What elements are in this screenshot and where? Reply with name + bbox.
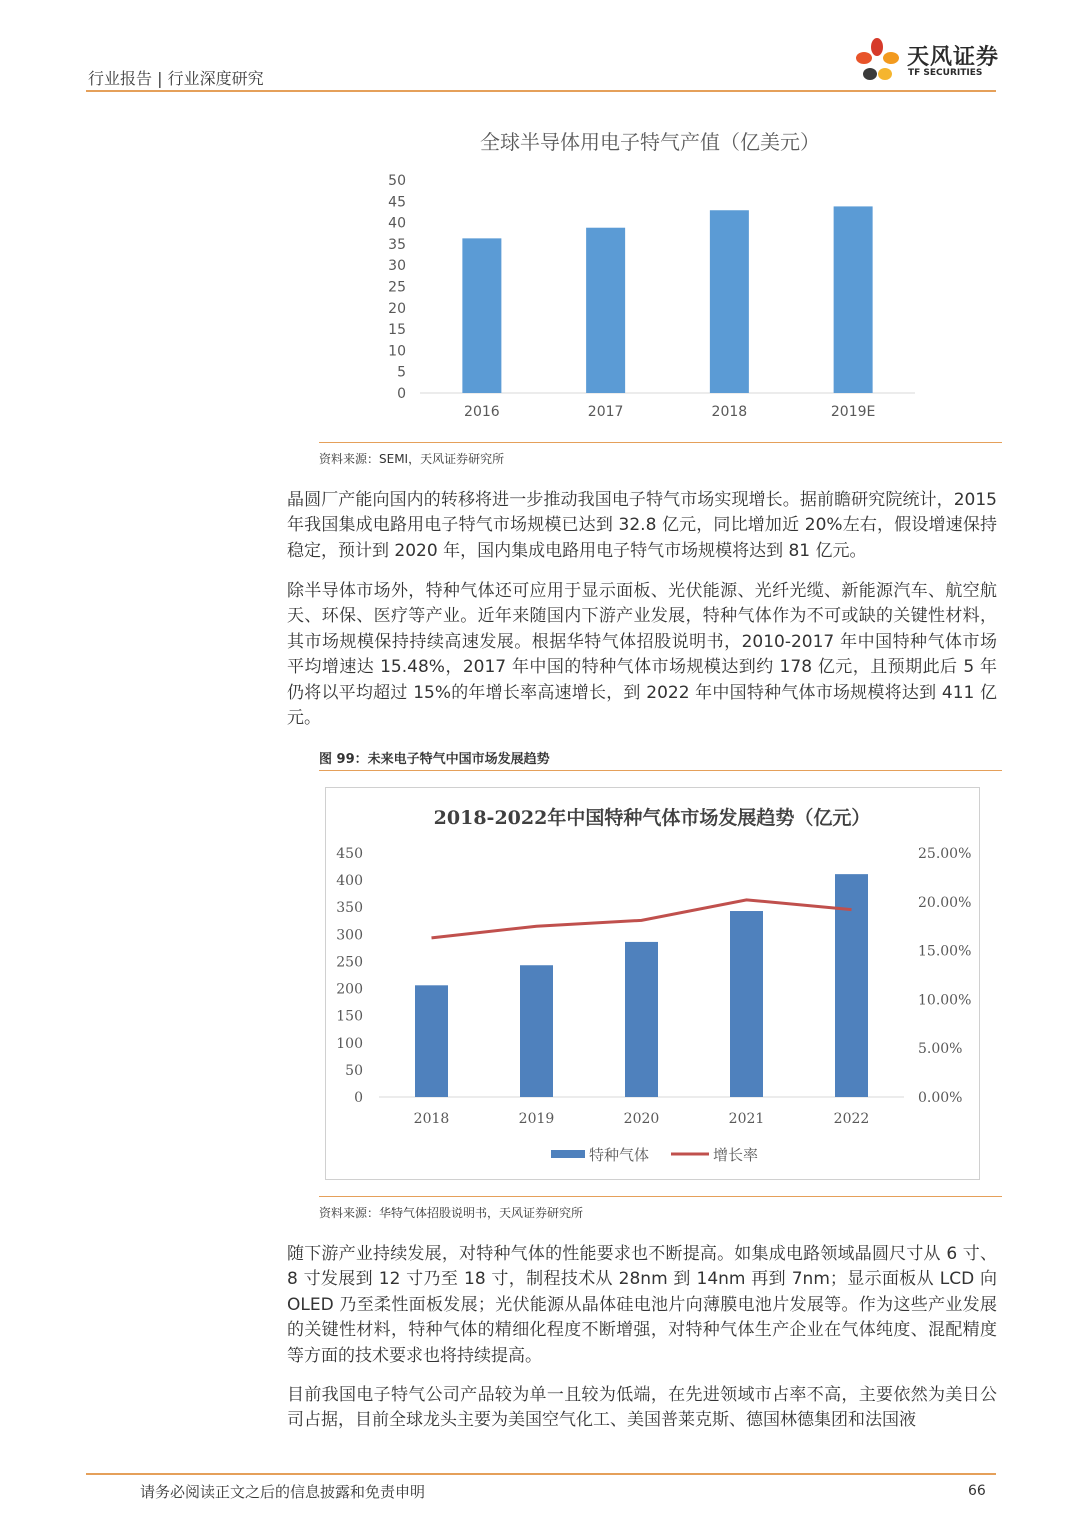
chart2-y-left-tick: 350	[336, 900, 363, 917]
chart1-y-tick: 40	[388, 215, 406, 232]
chart2-x-tick: 2019	[518, 1111, 555, 1127]
chart1-y-tick: 30	[388, 258, 406, 275]
chart2-x-tick: 2018	[413, 1111, 450, 1127]
chart2-bar	[625, 942, 658, 1097]
chart2-y-right-tick: 20.00%	[918, 894, 972, 911]
chart2-bar	[730, 911, 763, 1097]
figure-title-rule	[319, 770, 1002, 771]
chart2-y-left-tick: 100	[336, 1035, 363, 1052]
chart1-x-tick: 2019E	[830, 404, 876, 420]
chart1-y-tick: 15	[388, 322, 406, 339]
footer-disclaimer: 请务必阅读正文之后的信息披露和免责申明	[140, 1483, 426, 1501]
chart2-y-left-tick: 200	[336, 981, 363, 998]
page-number: 66	[968, 1483, 986, 1499]
chart2-x-tick: 2020	[623, 1111, 660, 1127]
figure-title: 图 99：未来电子特气中国市场发展趋势	[319, 752, 550, 767]
chart1-y-tick: 35	[388, 236, 406, 253]
logo-subtitle: TF SECURITIES	[908, 68, 983, 78]
chart1-y-tick: 45	[388, 194, 406, 211]
china-special-gas-chart-frame	[325, 787, 980, 1180]
header-rule	[86, 90, 996, 92]
paragraph-domestic-companies: 目前我国电子特气公司产品较为单一且较为低端，在先进领域市占率不高，主要依然为美日公司占据，目前全球龙头主要为美国空气化工、美国普莱克斯、德国林德集团和法国液	[287, 1385, 997, 1431]
china-special-gas-chart	[326, 788, 981, 1181]
paragraph-wafer-transfer: 晶圆厂产能向国内的转移将进一步推动我国电子特气市场实现增长。据前瞻研究院统计，2015 年我国集成电路用电子特气市场规模已达到 32.8 亿元，同比增加近 20%左右，假设增速保持稳定，预计到 2020 年，国内集成电路用电子特气市场规模将达到 81 亿元。	[287, 490, 997, 561]
chart1-bar	[710, 210, 749, 393]
chart2-y-right-tick: 10.00%	[918, 992, 972, 1009]
header-section: 行业报告 | 行业深度研究	[88, 69, 264, 88]
chart1-x-tick: 2017	[587, 404, 624, 420]
chart1-y-tick: 10	[388, 343, 406, 360]
chart1-y-tick: 5	[397, 364, 406, 381]
chart1-y-tick: 50	[388, 173, 406, 189]
chart2-legend-bar-swatch	[551, 1150, 585, 1158]
chart1-bottom-rule	[319, 442, 1002, 443]
tf-logo	[849, 34, 999, 90]
chart1-bar	[834, 206, 873, 393]
chart2-y-right-tick: 25.00%	[918, 846, 972, 862]
chart2-y-left-tick: 400	[336, 873, 363, 890]
chart1-bar	[462, 238, 501, 393]
chart2-y-left-tick: 0	[354, 1090, 363, 1106]
chart2-legend-line-label: 增长率	[713, 1146, 759, 1164]
chart2-title: 2018-2022年中国特种气体市场发展趋势（亿元）	[433, 807, 871, 829]
chart1-source: 资料来源：SEMI，天风证券研究所	[319, 452, 505, 466]
chart2-legend-bar-label: 特种气体	[589, 1146, 650, 1164]
chart2-x-tick: 2022	[833, 1111, 870, 1127]
chart1-title: 全球半导体用电子特气产值（亿美元）	[480, 130, 820, 154]
chart2-bar	[520, 965, 553, 1097]
chart2-y-right-tick: 0.00%	[918, 1090, 963, 1106]
chart2-y-left-tick: 50	[345, 1062, 363, 1079]
page-header	[86, 45, 1000, 92]
chart2-bottom-rule	[319, 1196, 1002, 1197]
chart1-x-tick: 2018	[711, 404, 748, 420]
chart2-x-tick: 2021	[728, 1111, 765, 1127]
chart2-y-right-tick: 5.00%	[918, 1041, 963, 1058]
footer-rule	[86, 1473, 996, 1475]
chart2-bar	[415, 985, 448, 1097]
chart2-y-left-tick: 250	[336, 954, 363, 971]
chart1-y-tick: 0	[397, 386, 406, 402]
chart1-x-tick: 2016	[464, 404, 500, 420]
chart2-y-left-tick: 450	[336, 846, 363, 862]
chart2-y-left-tick: 300	[336, 927, 363, 944]
global-semiconductor-gas-chart	[340, 125, 940, 435]
paragraph-performance-requirements: 随下游产业持续发展，对特种气体的性能要求也不断提高。如集成电路领域晶圆尺寸从 6 寸、8 寸发展到 12 寸乃至 18 寸，制程技术从 28nm 到 14nm 再到 7nm；显示面板从 LCD 向 OLED 乃至柔性面板发展；光伏能源从晶体硅电池片向薄膜电池片发展等。作为这些产业发展的关键性材料，特种气体的精细化程度不断增强，对特种气体生产企业在气体纯度、混配精度等方面的技术要求也将持续提高。	[287, 1244, 997, 1366]
chart1-y-tick: 20	[388, 300, 406, 317]
paragraph-special-gas-applications: 除半导体市场外，特种气体还可应用于显示面板、光伏能源、光纤光缆、新能源汽车、航空航天、环保、医疗等产业。近年来随国内下游产业发展，特种气体作为不可或缺的关键性材料，其市场规模保持持续高速发展。根据华特气体招股说明书，2010-2017 年中国特种气体市场平均增速达 15.48%，2017 年中国的特种气体市场规模达到约 178 亿元，且预期此后 5 年仍将以平均超过 15%的年增长率高速增长，到 2022 年中国特种气体市场规模将达到 411 亿元。	[287, 581, 997, 729]
chart2-source: 资料来源：华特气体招股说明书，天风证券研究所	[319, 1206, 584, 1220]
chart2-y-left-tick: 150	[336, 1008, 363, 1025]
flower-logo-icon	[849, 34, 905, 90]
chart1-bar	[586, 228, 625, 393]
chart2-growth-line	[432, 900, 852, 938]
logo-name: 天风证券	[907, 45, 1000, 70]
chart2-y-right-tick: 15.00%	[918, 943, 972, 960]
chart1-y-tick: 25	[388, 279, 406, 296]
